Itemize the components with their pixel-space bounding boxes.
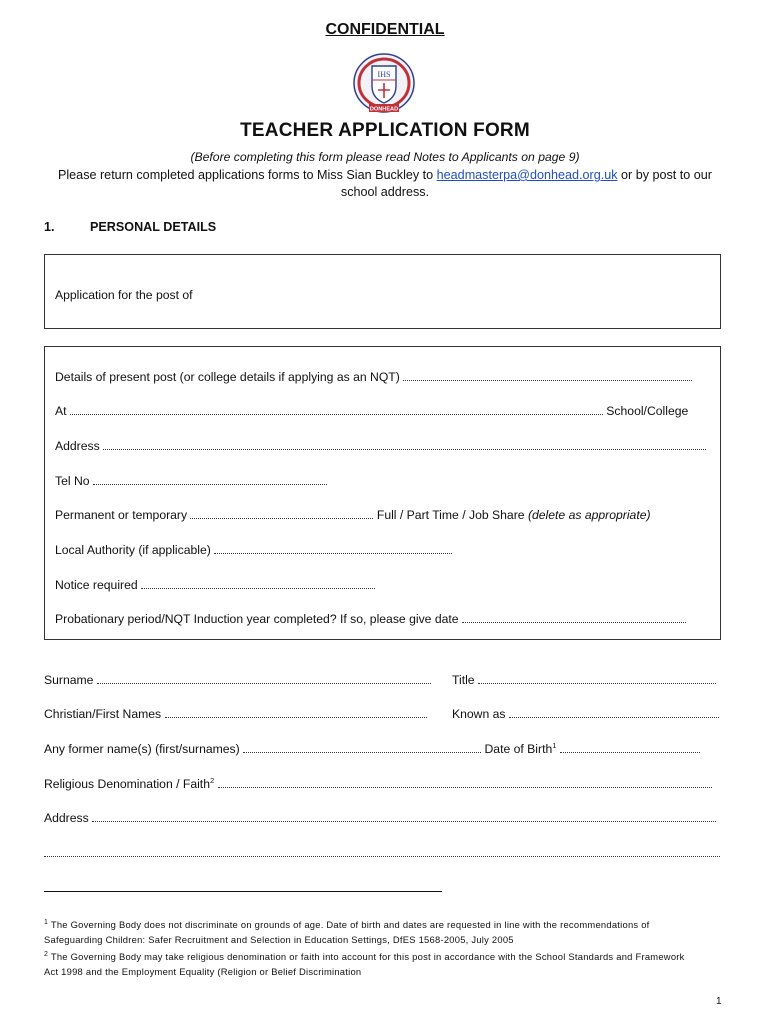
- present-post-row: [55, 370, 692, 384]
- religion-field[interactable]: [218, 777, 712, 788]
- surname-label: Surname: [44, 673, 94, 687]
- local-authority-field[interactable]: [214, 543, 452, 554]
- first-names-field[interactable]: [165, 707, 427, 718]
- footnote-1-number: 1: [44, 919, 49, 926]
- local-authority-label: Local Authority (if applicable): [55, 543, 211, 557]
- local-authority-row: [55, 543, 452, 557]
- former-names-row: [44, 741, 700, 756]
- home-address-line-2: [44, 846, 720, 860]
- first-names-row: [44, 707, 427, 721]
- tel-row: [55, 474, 327, 488]
- time-options: Full / Part Time / Job Share: [376, 508, 525, 522]
- at-field[interactable]: [70, 404, 603, 415]
- title-field[interactable]: [478, 673, 716, 684]
- probation-row: [55, 612, 686, 626]
- notice-row: [55, 578, 375, 592]
- school-crest-logo: [351, 52, 417, 116]
- tel-field[interactable]: [93, 474, 327, 485]
- present-post-field[interactable]: [403, 370, 692, 381]
- section-title: PERSONAL DETAILS: [90, 220, 217, 234]
- known-as-label: Known as: [452, 707, 506, 721]
- permanent-label: Permanent or temporary: [55, 508, 188, 522]
- footnote-2-line-1: The Governing Body may take religious denomination or faith into account for this post in accordance with the School Standards and Framework: [48, 951, 685, 962]
- footnote-1-line-2: Safeguarding Children: Safer Recruitment and Selection in Education Settings, DfES 1568-2005, July 2005: [44, 934, 514, 945]
- section-number: 1.: [44, 220, 55, 234]
- footnote-separator: [44, 891, 442, 892]
- dob-label: Date of Birth: [484, 742, 553, 756]
- notice-label: Notice required: [55, 578, 138, 592]
- at-row: [55, 404, 688, 418]
- probation-date-field[interactable]: [462, 612, 686, 623]
- known-as-row: [452, 707, 719, 721]
- application-post-label: Application for the post of: [55, 288, 193, 302]
- form-title: TEACHER APPLICATION FORM: [240, 120, 530, 141]
- school-college-label: School/College: [606, 404, 689, 418]
- notice-field[interactable]: [141, 578, 375, 589]
- home-address-row: [44, 811, 716, 825]
- known-as-field[interactable]: [509, 707, 719, 718]
- logo-donhead-text: DONHEAD: [369, 106, 399, 113]
- surname-field[interactable]: [97, 673, 431, 684]
- footnote-2-number: 2: [44, 951, 49, 958]
- at-label: At: [55, 404, 67, 418]
- dob-field[interactable]: [560, 742, 700, 753]
- religion-row: [44, 776, 712, 791]
- footnote-1-line-1: The Governing Body does not discriminate on grounds of age. Date of birth and dates are requested in line with the recommendations of: [48, 919, 650, 930]
- permanent-field[interactable]: [190, 508, 373, 519]
- form-subtitle: (Before completing this form please read Notes to Applicants on page 9): [190, 150, 580, 164]
- footnote-2: [44, 947, 685, 979]
- confidential-heading: CONFIDENTIAL: [325, 21, 445, 38]
- tel-label: Tel No: [55, 474, 90, 488]
- religion-footnote-ref: 2: [209, 776, 215, 785]
- first-names-label: Christian/First Names: [44, 707, 162, 721]
- permanent-row: [55, 508, 651, 522]
- page-number: 1: [716, 996, 722, 1007]
- title-label: Title: [452, 673, 475, 687]
- logo-ihs-text: IHS: [377, 70, 391, 79]
- footnote-1: [44, 915, 650, 947]
- home-address-label: Address: [44, 811, 89, 825]
- return-line-2: school address.: [340, 185, 430, 199]
- present-post-box: [44, 346, 721, 640]
- return-instructions: [0, 167, 770, 201]
- religion-label: Religious Denomination / Faith: [44, 777, 210, 791]
- email-link[interactable]: headmasterpa@donhead.org.uk: [436, 168, 618, 182]
- return-suffix: or by post to our: [617, 168, 713, 182]
- post-applied-box: [44, 254, 721, 329]
- delete-note: (delete as appropriate): [527, 508, 651, 522]
- probation-label: Probationary period/NQT Induction year completed? If so, please give date: [55, 612, 459, 626]
- home-address-field-2[interactable]: [44, 846, 720, 857]
- present-address-row: [55, 439, 706, 453]
- home-address-field[interactable]: [92, 811, 716, 822]
- footnote-2-line-2: Act 1998 and the Employment Equality (Religion or Belief Discrimination: [44, 966, 362, 977]
- dob-footnote-ref: 1: [552, 741, 557, 750]
- present-address-label: Address: [55, 439, 100, 453]
- title-row: [452, 673, 716, 687]
- former-names-field[interactable]: [243, 742, 481, 753]
- surname-row: [44, 673, 431, 687]
- present-post-label: Details of present post (or college details if applying as an NQT): [55, 370, 400, 384]
- former-names-label: Any former name(s) (first/surnames): [44, 742, 240, 756]
- present-address-field[interactable]: [103, 439, 706, 450]
- return-prefix: Please return completed applications forms to Miss Sian Buckley to: [57, 168, 437, 182]
